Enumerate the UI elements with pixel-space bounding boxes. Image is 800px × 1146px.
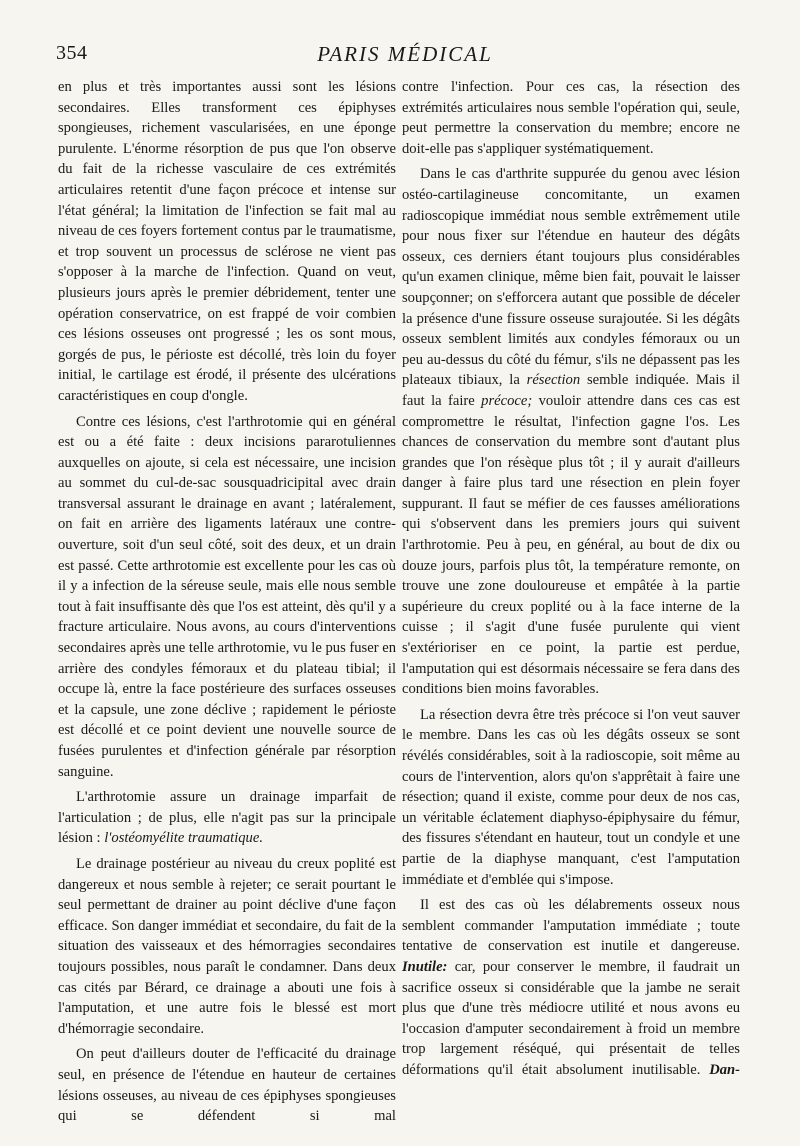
text-run: L'arthrotomie assure un drainage imparfait de l'articulation ; de plus, elle n'agit pas sur la principale lésion :	[58, 789, 396, 847]
paragraph	[58, 787, 396, 849]
italic-term: Dan-	[709, 1061, 740, 1078]
text-run: car, pour conserver le membre, il faudrait un sacrifice osseux si considérable que la jambe ne serait plus que d'une très médiocre utilité et nous avons eu l'occasion d'amputer secondairement à froid un membre trop largement réséqué, qui présentait de telles déformations qu'il était absolument inutilisable.	[402, 958, 740, 1078]
page-number: 354	[56, 42, 88, 64]
page-header	[56, 40, 754, 70]
paragraph: en plus et très importantes aussi sont les lésions secondaires. Elles transforment ces épiphyses spongieuses, richement vascularisées, en une éponge purulente. L'énorme résorption de pus que l'on observe du fait de la richesse vasculaire de ces extrémités articulaires retentit d'une façon précoce et intense sur l'état général; la limitation de l'infection se fait mal au niveau de ces foyers fortement contus par le traumatisme, et trop souvent un processus de sclérose ne vient pas s'opposer à la marche de l'infection. Quand on veut, plusieurs jours après le premier débridement, tenter une opération conservatrice, on est frappé de voir combien ces lésions osseuses ont progressé ; les os sont mous, gorgés de pus, le périoste est décollé, très loin du foyer initial, le cartilage est érodé, il présente des ulcérations caractéristiques en coup d'ongle.	[58, 79, 396, 404]
italic-term: l'ostéomyélite traumatique.	[104, 830, 263, 847]
paragraph: On peut d'ailleurs douter de l'efficacité du drainage seul, en présence de l'étendue en hauteur de certaines lésions osseuses, au niveau de ces épiphyses spongieuses qui se défendent si mal	[58, 1046, 396, 1125]
right-column	[402, 77, 740, 1086]
italic-term: précoce;	[481, 392, 533, 409]
paragraph: La résection devra être très précoce si l'on veut sauver le membre. Dans les cas où les dégâts osseux se sont révélés considérables, soit à la radioscopie, soit même au cours de l'intervention, alors qu'on s'apprêtait à faire une résection; quand il existe, comme pour deux de nos cas, un véritable éclatement diaphyso-épiphysaire du fémur, des fissures s'étendant en hauteur, tout un condyle et une partie de la diaphyse manquant, c'est l'amputation immédiate et d'emblée qui s'impose.	[402, 706, 740, 888]
paragraph: Le drainage postérieur au niveau du creux poplité est dangereux et nous semble à rejeter; ce serait pourtant le seul permettant de drainer au point déclive d'une façon efficace. Son danger immédiat et secondaire, du fait de la situation des vaisseaux et des hémorragies secondaires toujours possibles, nous paraît le condamner. Dans deux cas cités par Bérard, ce drainage a abouti une fois à l'amputation, et une autre fois le blessé est mort d'hémorragie secondaire.	[58, 855, 396, 1037]
paragraph	[402, 895, 740, 1080]
paragraph: Contre ces lésions, c'est l'arthrotomie qui en général est ou a été faite : deux incisions pararotuliennes auxquelles on ajoute, si cela est nécessaire, une incision au sommet du cul-de-sac sousquadricipital avec drain transversal assurant le drainage en avant ; latéralement, on fait en arrière des ligaments latéraux une contre-ouverture, soit d'un seul côté, soit des deux, et un drain est passé. Cette arthrotomie est excellente pour les cas où il y a infection de la séreuse seule, mais elle nous semble tout à fait insuffisante dès que l'os est atteint, dès qu'il y a fracture articulaire. Nous avons, au cours d'interventions secondaires après une telle arthrotomie, vu le pus fuser en arrière des condyles fémoraux et du plateau tibial; il occupe là, entre la face postérieure des surfaces osseuses et la capsule, une zone déclive ; rapidement le périoste est décollé et ce point devient une nouvelle source de fusées purulentes et d'infection générale par résorption sanguine.	[58, 413, 396, 780]
journal-title: PARIS MÉDICAL	[317, 42, 493, 66]
italic-term: résection	[526, 372, 581, 389]
text-run: Il est des cas où les délabrements osseux nous semblent commander l'amputation immédiate ; toute tentative de conservation est inutile et dangereuse.	[402, 897, 740, 955]
paragraph	[402, 164, 740, 699]
text-run: semble indiquée. Mais il faut la faire	[402, 372, 740, 409]
text-run: vouloir attendre dans ces cas est compromettre le résultat, l'infection gagne l'os. Les chances de conservation du membre sont d'autant plus grandes que l'on résèque plus tôt ; il y aurait d'ailleurs danger à faire plus tard une résection en plein foyer suppurant. Il faut se méfier de ces fausses améliorations qui s'observent dans les premiers jours qui suivent l'arthrotomie. Peu à peu, en général, au bout de dix ou douze jours, parfois plus tôt, la température remonte, on trouve une zone douloureuse et empâtée à la partie supérieure du creux poplité ou à la face interne de la cuisse ; il s'agit d'une fusée purulente qui vient s'extérioriser en ce point, la partie est perdue, l'amputation qui est désormais nécessaire se fera dans des conditions bien moins favorables.	[402, 392, 740, 698]
paragraph: contre l'infection. Pour ces cas, la résection des extrémités articulaires nous semble l'opération qui, seule, peut permettre la conservation du membre; encore ne doit-elle pas s'appliquer systématiquement.	[402, 79, 740, 157]
left-column	[58, 77, 396, 1132]
italic-term: Inutile:	[402, 958, 448, 975]
text-run: Dans le cas d'arthrite suppurée du genou avec lésion ostéo-cartilagineuse concomitante, un examen radioscopique immédiat nous semble extrêmement utile pour nous fixer sur l'étendue en hauteur des dégâts osseux, ces derniers étant toujours plus considérables qu'un examen clinique, même bien fait, pouvait le laisser soupçonner; on s'efforcera autant que possible de déceler la présence d'une fissure osseuse surajoutée. Si les dégâts osseux semblent limités aux condyles fémoraux ou un peu au-dessus du côté du fémur, s'ils ne dépassent pas les plateaux tibiaux, la	[402, 166, 740, 389]
